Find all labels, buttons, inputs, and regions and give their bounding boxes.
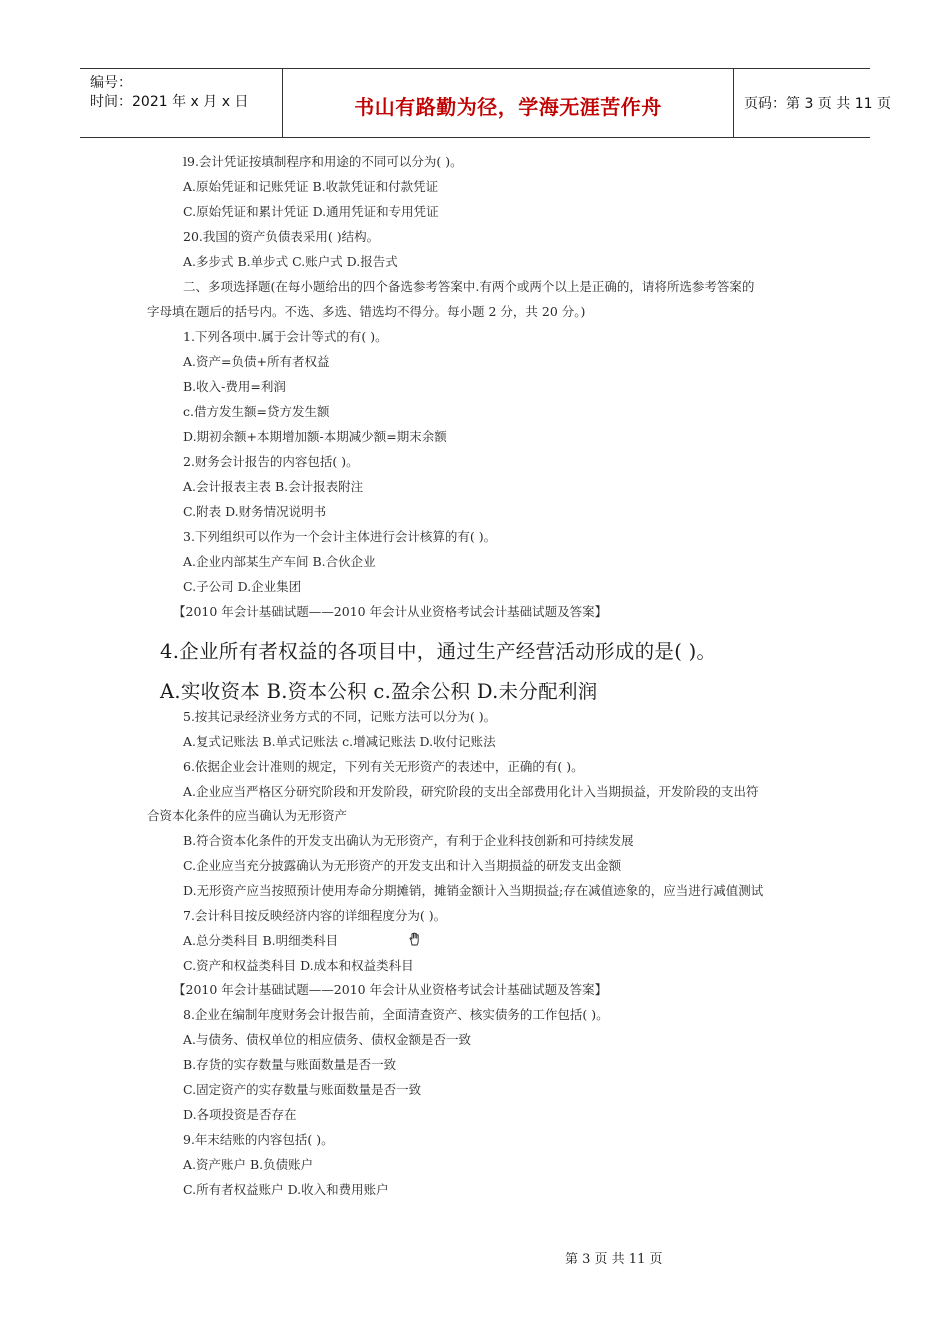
option-line: A.复式记账法 B.单式记账法 c.增减记账法 D.收付记账法 [183, 734, 496, 749]
option-line-large: A.实收资本 B.资本公积 c.盈余公积 D.未分配利润 [160, 680, 598, 703]
option-line: C.所有者权益账户 D.收入和费用账户 [183, 1182, 389, 1197]
option-line-continued: 合资本化条件的应当确认为无形资产 [147, 808, 348, 823]
option-line: D.无形资产应当按照预计使用寿命分期摊销，摊销金额计入当期损益;存在减值迹象的，应当进行减值测试 [183, 883, 764, 898]
option-line: C.固定资产的实存数量与账面数量是否一致 [183, 1082, 422, 1097]
option-line: C.原始凭证和累计凭证 D.通用凭证和专用凭证 [183, 204, 439, 219]
option-line: B.收入-费用=利润 [183, 379, 286, 394]
document-number-label: 编号： [90, 75, 132, 91]
option-line: B.存货的实存数量与账面数量是否一致 [183, 1057, 397, 1072]
option-line: A.与债务、债权单位的相应债务、债权金额是否一致 [183, 1032, 472, 1047]
option-line: D.各项投资是否存在 [183, 1107, 297, 1122]
document-date-label: 时间：2021 年 x 月 x 日 [90, 94, 249, 110]
option-line: A.企业应当严格区分研究阶段和开发阶段，研究阶段的支出全部费用化计入当期损益，开发阶段的支出符 [183, 784, 759, 799]
header-page-cell [734, 69, 891, 137]
option-line: A.资产=负债+所有者权益 [183, 354, 330, 369]
question-line: l9.会计凭证按填制程序和用途的不同可以分为( )。 [183, 154, 463, 169]
question-line: 2.财务会计报告的内容包括( )。 [183, 454, 359, 469]
section-heading-continued: 字母填在题后的括号内。不选、多选、错选均不得分。每小题 2 分，共 20 分。) [147, 304, 586, 319]
header-motto: 书山有路勤为径，学海无涯苦作舟 [354, 95, 662, 119]
section-heading: 二、多项选择题(在每小题给出的四个备选参考答案中.有两个或两个以上是正确的，请将所选参考答案的 [183, 279, 755, 294]
question-line: 3.下列组织可以作为一个会计主体进行会计核算的有( )。 [183, 529, 497, 544]
option-line: A.原始凭证和记账凭证 B.收款凭证和付款凭证 [183, 179, 439, 194]
option-line: A.多步式 B.单步式 C.账户式 D.报告式 [183, 254, 398, 269]
source-note: 【2010 年会计基础试题——2010 年会计从业资格考试会计基础试题及答案】 [173, 982, 608, 997]
option-line: A.总分类科目 B.明细类科目 [183, 933, 339, 948]
question-line: 7.会计科目按反映经济内容的详细程度分为( )。 [183, 908, 447, 923]
source-note: 【2010 年会计基础试题——2010 年会计从业资格考试会计基础试题及答案】 [173, 604, 608, 619]
question-line: 5.按其记录经济业务方式的不同，记账方法可以分为( )。 [183, 709, 497, 724]
question-line: 6.依据企业会计准则的规定，下列有关无形资产的表述中，正确的有( )。 [183, 759, 584, 774]
header-motto-cell [282, 69, 734, 137]
question-line: 20.我国的资产负债表采用( )结构。 [183, 229, 380, 244]
option-line: c.借方发生额=贷方发生额 [183, 404, 330, 419]
option-line: C.附表 D.财务情况说明书 [183, 504, 327, 519]
question-line: 8.企业在编制年度财务会计报告前，全面清查资产、核实债务的工作包括( )。 [183, 1007, 609, 1022]
question-line-large: 4.企业所有者权益的各项目中，通过生产经营活动形成的是( )。 [160, 640, 717, 663]
option-line: C.资产和权益类科目 D.成本和权益类科目 [183, 958, 414, 973]
header-page-info: 页码：第 3 页 共 11 页 [744, 96, 891, 112]
question-line: 9.年末结账的内容包括( )。 [183, 1132, 334, 1147]
header-meta [80, 69, 282, 137]
hand-cursor-icon [408, 932, 422, 946]
option-line: C.企业应当充分披露确认为无形资产的开发支出和计入当期损益的研发支出金额 [183, 858, 622, 873]
option-line: C.子公司 D.企业集团 [183, 579, 302, 594]
page-header [80, 68, 891, 138]
option-line: B.符合资本化条件的开发支出确认为无形资产，有利于企业科技创新和可持续发展 [183, 833, 634, 848]
option-line: A.会计报表主表 B.会计报表附注 [183, 479, 364, 494]
option-line: D.期初余额+本期增加额-本期减少额=期末余额 [183, 429, 447, 444]
page-footer: 第 3 页 共 11 页 [565, 1252, 663, 1267]
option-line: A.企业内部某生产车间 B.合伙企业 [183, 554, 376, 569]
question-line: 1.下列各项中.属于会计等式的有( )。 [183, 329, 388, 344]
option-line: A.资产账户 B.负债账户 [183, 1157, 314, 1172]
